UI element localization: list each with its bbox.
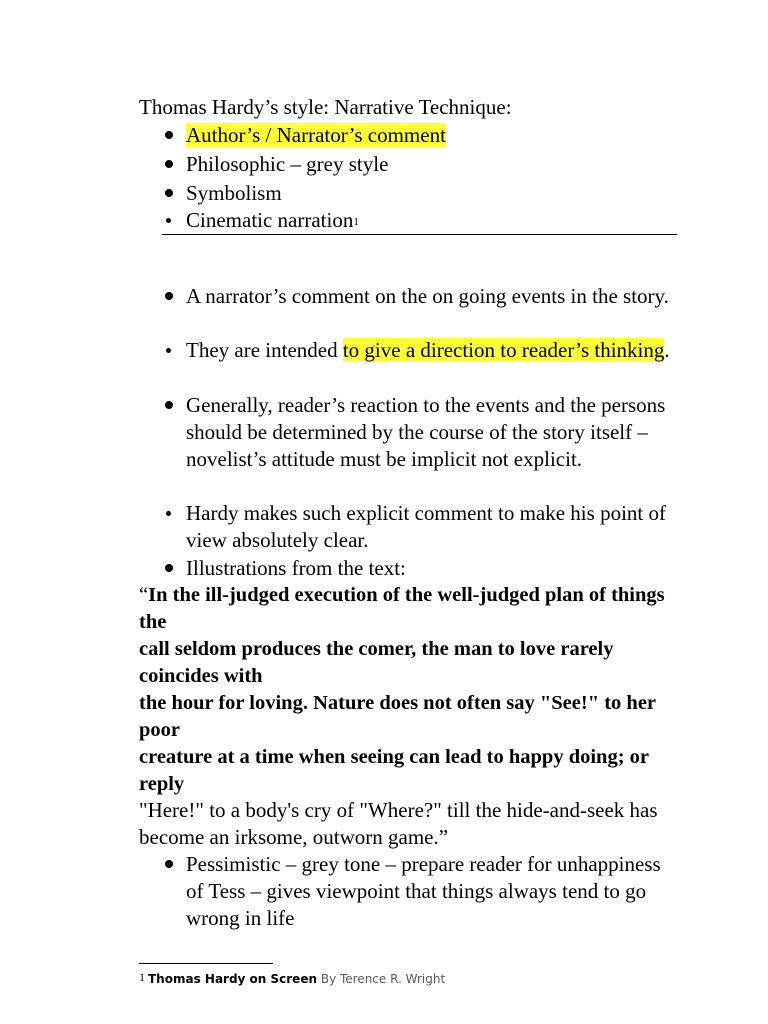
page-heading: Thomas Hardy’s style: Narrative Technique: bbox=[139, 95, 512, 119]
list-item-philosophic bbox=[186, 151, 388, 178]
quote-plain: "Here!" to a body's cry of "Where?" till the hide-and-seek has become an irksome, outworn game.” bbox=[139, 798, 658, 849]
list-item-label: A narrator’s comment on the on going events in the story. bbox=[186, 284, 669, 308]
list-item-label-end: . bbox=[664, 338, 670, 362]
list-item-hardy-explicit bbox=[186, 500, 676, 554]
footnote-reference: 1 bbox=[353, 216, 359, 228]
list-item-generally bbox=[186, 392, 676, 473]
list-item-label-start: They are intended bbox=[186, 338, 343, 362]
quote-line: creature at a time when seeing can lead to happy doing; or reply bbox=[139, 746, 649, 795]
list-item-narrator-comment bbox=[186, 283, 676, 310]
footnote-author: By Terence R. Wright bbox=[317, 972, 446, 986]
quote-line: call seldom produces the comer, the man to love rarely coincides with bbox=[139, 638, 614, 687]
list-item-label: Illustrations from the text: bbox=[186, 556, 406, 580]
quote-bold bbox=[139, 582, 679, 798]
section-divider bbox=[162, 234, 677, 235]
list-item-label: Symbolism bbox=[186, 181, 282, 205]
footnote-divider bbox=[139, 963, 273, 964]
list-item-intended bbox=[186, 337, 676, 364]
footnote-title: Thomas Hardy on Screen bbox=[148, 972, 318, 986]
list-item-authors-comment bbox=[186, 122, 446, 149]
list-item-pessimistic bbox=[186, 851, 676, 932]
list-item-symbolism bbox=[186, 180, 282, 207]
list-item-cinematic bbox=[186, 207, 359, 234]
list-item-illustrations bbox=[186, 555, 676, 582]
list-item-label: Cinematic narration bbox=[186, 208, 354, 232]
list-item-label: Pessimistic – grey tone – prepare reader for unhappiness of Tess – gives viewpoint that things always tend to go wrong in life bbox=[186, 852, 661, 930]
highlighted-text: to give a direction to reader’s thinking bbox=[342, 338, 665, 362]
list-item-label: Generally, reader’s reaction to the events and the persons should be determined by the course of the story itself – novelist’s attitude must be implicit not explicit. bbox=[186, 393, 666, 471]
quote-line: the hour for loving. Nature does not often say "See!" to her poor bbox=[139, 692, 656, 741]
highlighted-text: Author’s / Narrator’s comment bbox=[186, 123, 446, 147]
footnote bbox=[139, 968, 445, 990]
footnote-mark: 1 bbox=[139, 970, 145, 984]
open-quote-mark: “ bbox=[139, 584, 149, 606]
list-item-label: Philosophic – grey style bbox=[186, 152, 389, 176]
quote-line: In the ill-judged execution of the well-judged plan of things the bbox=[139, 584, 665, 633]
list-item-label: Hardy makes such explicit comment to make his point of view absolutely clear. bbox=[186, 501, 666, 552]
